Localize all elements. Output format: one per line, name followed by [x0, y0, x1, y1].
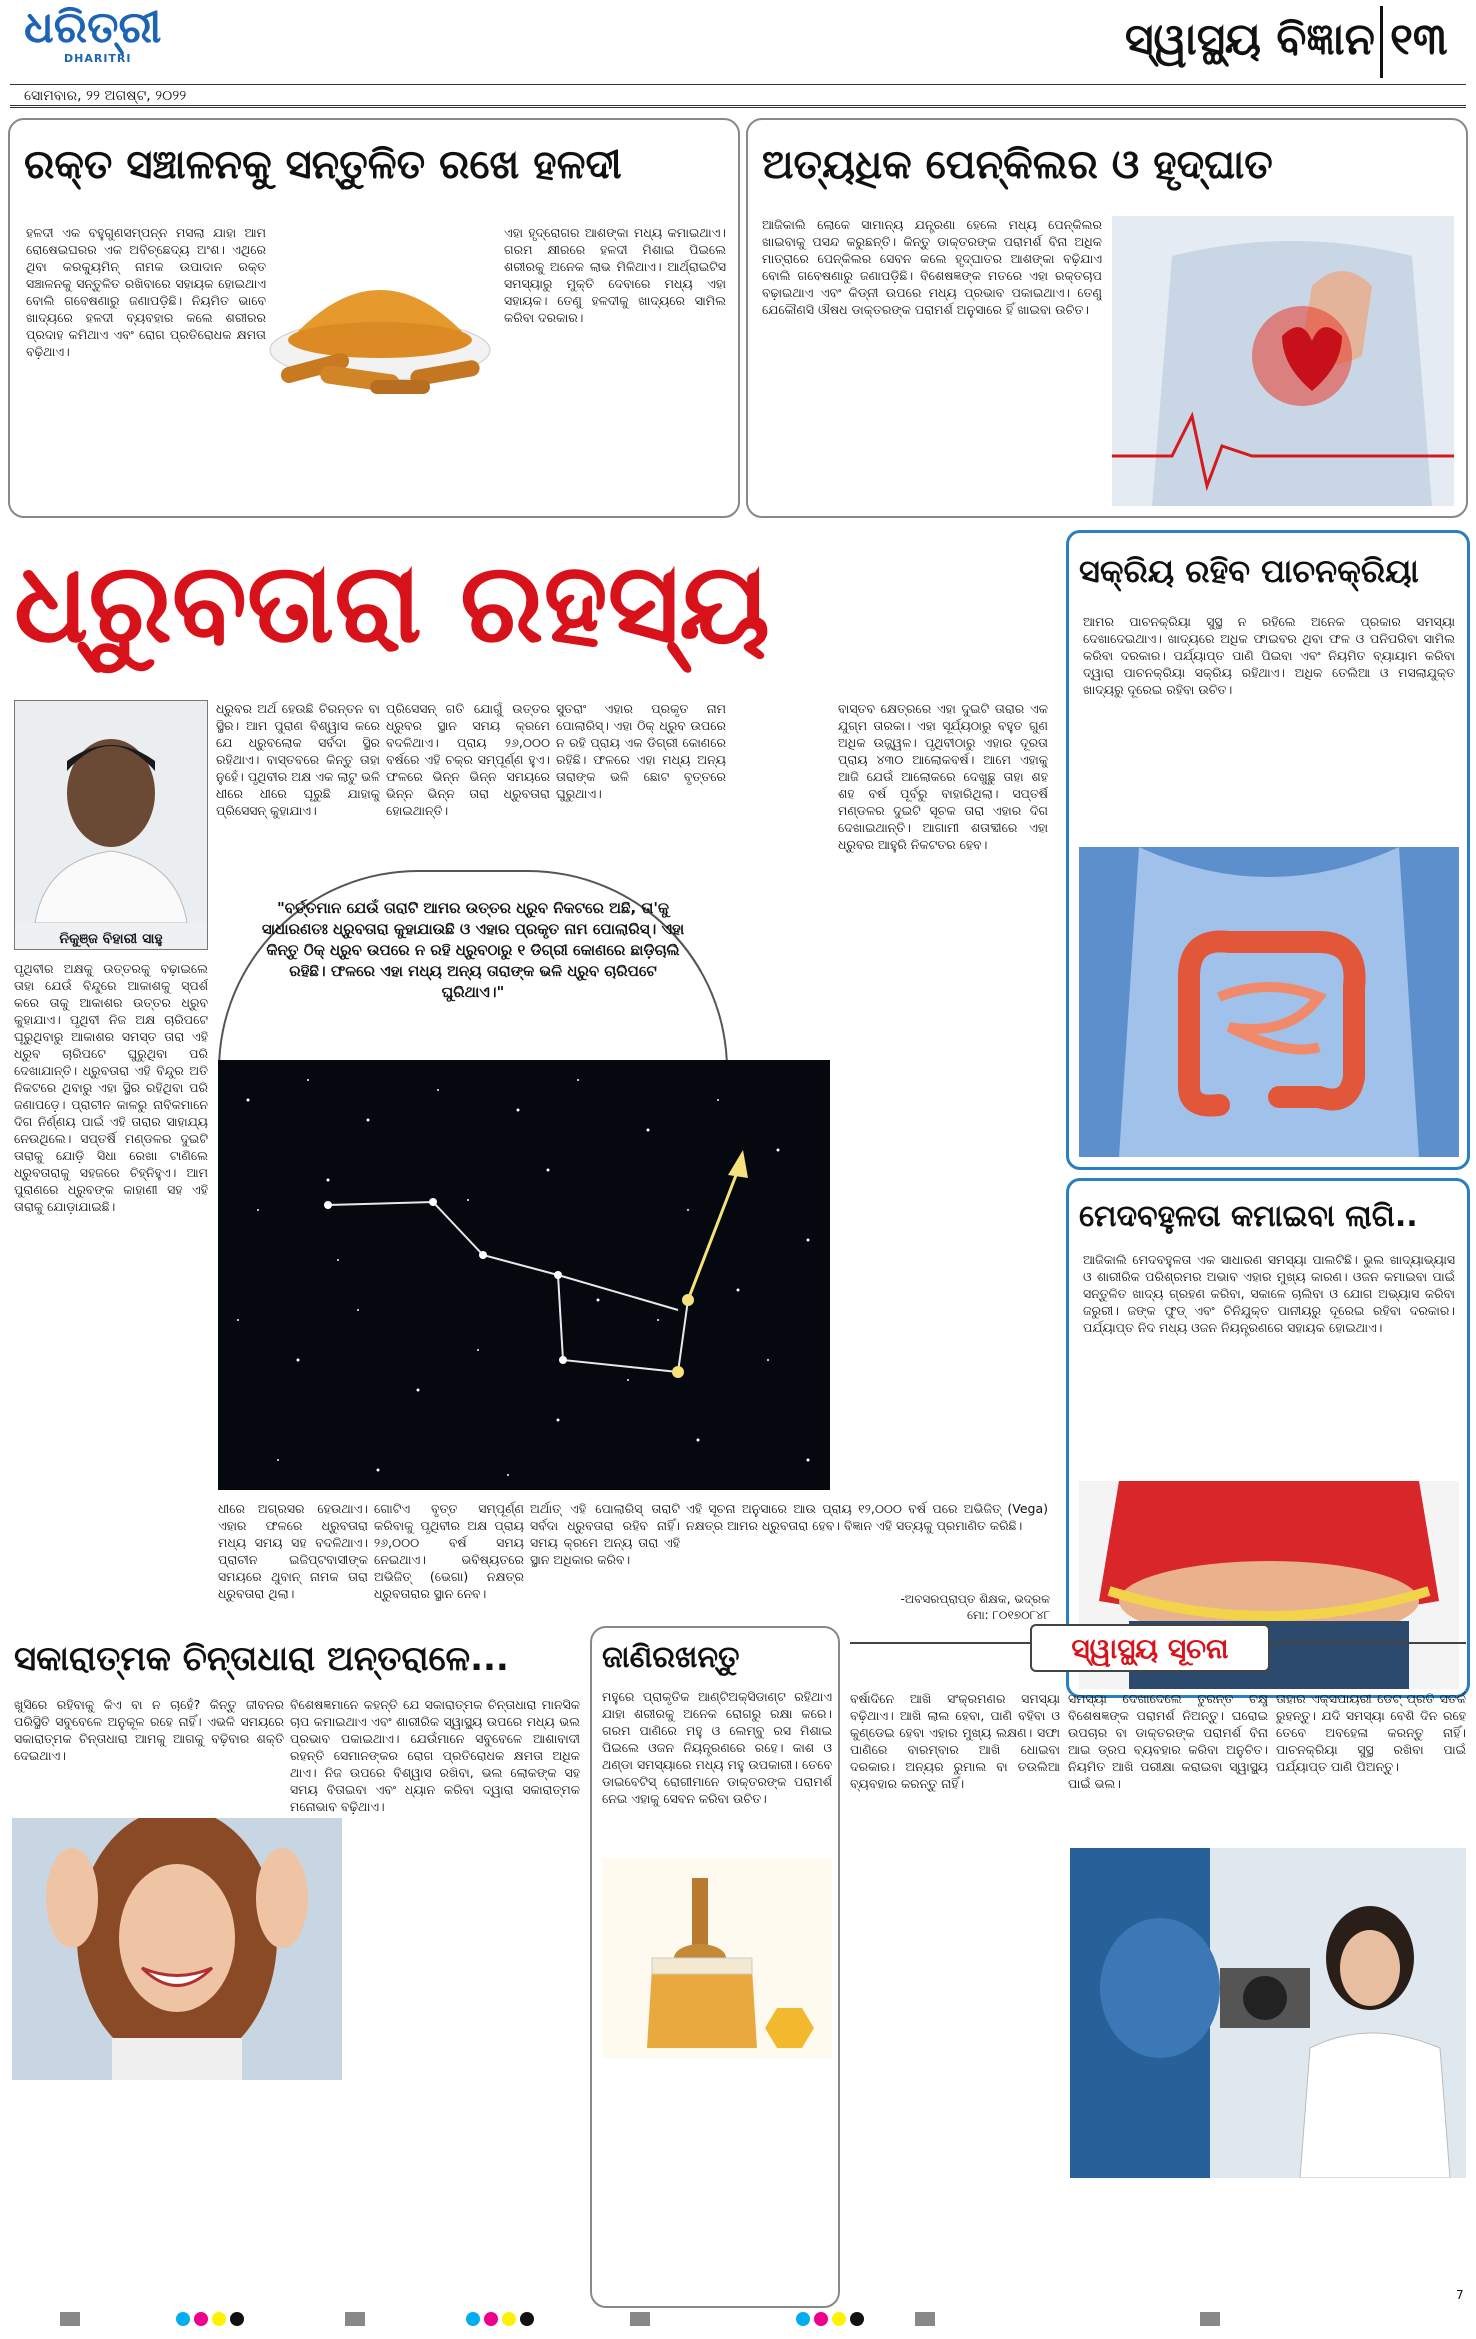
painkiller-headline: ଅତ୍ୟଧିକ ପେନ୍‌କିଲର ଓ ହୃଦ୍‌ଘାତ	[762, 142, 1273, 188]
know-article	[590, 1626, 840, 2308]
obesity-headline: ମେଦବହୁଳତା କମାଇବା ଲାଗି..	[1079, 1199, 1418, 1234]
haldi-article	[8, 118, 740, 518]
intestine-illustration	[1079, 847, 1459, 1157]
heart-attack-image	[1112, 216, 1454, 506]
author-name: ନିକୁଞ୍ଜ ବିହାରୀ ସାହୁ	[59, 931, 163, 947]
author-photo	[14, 700, 208, 950]
obesity-article	[1066, 1178, 1470, 1698]
masthead	[0, 0, 1476, 110]
obesity-text: ଆଜିକାଲି ମେଦବହୁଳତା ଏକ ସାଧାରଣ ସମସ୍ୟା ପାଲଟିଛି। ଭୁଲ ଖାଦ୍ୟାଭ୍ୟାସ ଓ ଶାରୀରିକ ପରିଶ୍ରମର ଅଭାବ ଏହାର ମୁଖ୍ୟ କାରଣ। ଓଜନ କମାଇବା ପାଇଁ ସନ୍ତୁଳିତ ଖାଦ୍ୟ ଗ୍ରହଣ କରିବା, ସକାଳେ ଚାଲିବା ଓ ଯୋଗ ଅଭ୍ୟାସ କରିବା ଜରୁରୀ। ଜଙ୍କ ଫୁଡ୍ ଏବଂ ଚିନିଯୁକ୍ତ ପାନୀୟରୁ ଦୂରେଇ ରହିବା ଦରକାର। ପର୍ଯ୍ୟାପ୍ତ ନିଦ ମଧ୍ୟ ଓଜନ ନିୟନ୍ତ୍ରଣରେ ସହାୟକ ହୋଇଥାଏ।	[1083, 1252, 1455, 1335]
intestine-image	[1079, 847, 1459, 1157]
turmeric-illustration	[260, 220, 500, 405]
page-mark: 7	[1456, 2288, 1464, 2302]
registration-magenta-2	[484, 2312, 498, 2326]
dhruva-bottom-2: ଗୋଟିଏ ବୃତ୍ତ ସମ୍ପୂର୍ଣ୍ଣ କରିବାକୁ ପୃଥିବୀର ଅକ୍ଷ ପ୍ରାୟ ୨୬,୦୦୦ ବର୍ଷ ସମୟ ନେଇଥାଏ। ଭବିଷ୍ୟତରେ ଅଭିଜିତ୍ (ଭେଗା) ନକ୍ଷତ୍ର ଧ୍ରୁବତାରାର ସ୍ଥାନ ନେବ।	[374, 1501, 524, 1601]
registration-cyan-1	[176, 2312, 190, 2326]
tips-headline: ସ୍ୱାସ୍ଥ୍ୟ ସୂଚନା	[1030, 1624, 1270, 1672]
positive-text-mid: ବିଶେଷଜ୍ଞମାନେ କହନ୍ତି ଯେ ସକାରାତ୍ମକ ଚିନ୍ତାଧାରା ମାନସିକ ଚାପ କମାଇଥାଏ ଏବଂ ଶାରୀରିକ ସ୍ୱାସ୍ଥ୍ୟ ଉପରେ ମଧ୍ୟ ଭଲ ପ୍ରଭାବ ପକାଇଥାଏ। ଯେଉଁମାନେ ସବୁବେଳେ ଆଶାବାଦୀ ରହନ୍ତି ସେମାନଙ୍କର ରୋଗ ପ୍ରତିରୋଧକ କ୍ଷମତା ଅଧିକ ଥାଏ। ନିଜ ଉପରେ ବିଶ୍ୱାସ ରଖିବା, ଭଲ ଲୋକଙ୍କ ସହ ସମୟ ବିତାଇବା ଏବଂ ଧ୍ୟାନ କରିବା ଦ୍ୱାରା ସକାରାତ୍ମକ ମନୋଭାବ ବଢ଼ିଥାଏ।	[290, 1697, 580, 1814]
eye-exam-image	[1070, 1848, 1466, 2178]
registration-yellow-3	[832, 2312, 846, 2326]
registration-cyan-3	[796, 2312, 810, 2326]
tips-col-3: ତାହାର ଏକ୍ସପାୟରୀ ଡେଟ୍ ପ୍ରତି ସତର୍କ ରୁହନ୍ତୁ। ଯଦି ସମସ୍ୟା ବେଶି ଦିନ ରହେ ତେବେ ଅବହେଳା କରନ୍ତୁ ନାହିଁ। ପାଚନକ୍ରିୟା ସୁସ୍ଥ ରଖିବା ପାଇଁ ପର୍ଯ୍ୟାପ୍ତ ପାଣି ପିଅନ୍ତୁ।	[1276, 1691, 1466, 1774]
registration-black-3	[850, 2312, 864, 2326]
registration-magenta-1	[194, 2312, 208, 2326]
registration-magenta-3	[814, 2312, 828, 2326]
registration-grey-5	[1200, 2312, 1220, 2326]
honey-image	[602, 1858, 832, 2058]
registration-grey-4	[915, 2312, 935, 2326]
dhruva-bottom-3: ଅର୍ଥାତ୍ ଏହି ପୋଲାରିସ୍ ତାରାଟି ସର୍ବଦା ଧ୍ରୁବତାରା ରହିବ ନାହିଁ। ସମୟ କ୍ରମେ ଅନ୍ୟ ତାରା ଏହି ସ୍ଥାନ ଅଧିକାର କରିବ।	[530, 1501, 680, 1567]
dhruva-col-4: ସୁତରାଂ ଏହାର ପ୍ରକୃତ ନାମ ପୋଲାରିସ୍। ଏହା ଠିକ୍ ଧ୍ରୁବ ଉପରେ ନ ରହି ପ୍ରାୟ ଏକ ଡିଗ୍ରୀ କୋଣରେ ରହିଛି। ଫଳରେ ଏହା ମଧ୍ୟ ଅନ୍ୟ ତାରାଙ୍କ ଭଳି ଛୋଟ ବୃତ୍ତରେ ଘୁରୁଥାଏ।	[556, 701, 726, 801]
dhruva-signoff: -ଅବସରପ୍ରାପ୍ତ ଶିକ୍ଷକ, ଭଦ୍ରକ	[900, 1592, 1050, 1606]
page-number: ୧୩	[1390, 14, 1448, 65]
dhruva-phone: ମୋ: ୮୦୧୭୦୮୪୮	[966, 1608, 1050, 1622]
logo	[24, 4, 224, 68]
logo-subtitle: DHARITRI	[64, 52, 132, 65]
date-text: ସୋମବାର, ୨୨ ଅଗଷ୍ଟ, ୨୦୨୨	[24, 88, 187, 104]
section-divider	[1380, 6, 1383, 78]
tips-col-2: ସମସ୍ୟା ଦେଖାଦେଲେ ତୁରନ୍ତ ଚକ୍ଷୁ ବିଶେଷଜ୍ଞଙ୍କ ପରାମର୍ଶ ନିଅନ୍ତୁ। ଘରୋଇ ଉପଚାର ବା ଡାକ୍ତରଙ୍କ ପରାମର୍ଶ ବିନା ଆଇ ଡ୍ରପ ବ୍ୟବହାର କରିବା ଅନୁଚିତ। ନିୟମିତ ଆଖି ପରୀକ୍ଷା କରାଇବା ସ୍ୱାସ୍ଥ୍ୟ ପାଇଁ ଭଲ।	[1068, 1691, 1268, 1791]
pull-quote	[218, 870, 728, 1070]
digestion-headline: ସକ୍ରିୟ ରହିବ ପାଚନକ୍ରିୟା	[1079, 552, 1419, 590]
eye-exam-illustration	[1070, 1848, 1466, 2178]
positive-headline: ସକାରାତ୍ମକ ଚିନ୍ତାଧାରା ଅନ୍ତରାଳେ...	[14, 1639, 509, 1679]
registration-black-1	[230, 2312, 244, 2326]
registration-yellow-2	[502, 2312, 516, 2326]
registration-grey-1	[60, 2312, 80, 2326]
registration-black-2	[520, 2312, 534, 2326]
digestion-text: ଆମର ପାଚନକ୍ରିୟା ସୁସ୍ଥ ନ ରହିଲେ ଅନେକ ପ୍ରକାର ସମସ୍ୟା ଦେଖାଦେଇଥାଏ। ଖାଦ୍ୟରେ ଅଧିକ ଫାଇବର ଥିବା ଫଳ ଓ ପନିପରିବା ସାମିଲ କରିବା ଦରକାର। ପର୍ଯ୍ୟାପ୍ତ ପାଣି ପିଇବା ଏବଂ ନିୟମିତ ବ୍ୟାୟାମ କରିବା ଦ୍ୱାରା ପାଚନକ୍ରିୟା ସକ୍ରିୟ ରହିଥାଏ। ଅଧିକ ତେଲିଆ ଓ ମସଲାଯୁକ୍ତ ଖାଦ୍ୟରୁ ଦୂରେଇ ରହିବା ଉଚିତ।	[1083, 614, 1455, 697]
positive-article	[8, 1630, 590, 2300]
dhruva-col-5: ବାସ୍ତବ କ୍ଷେତ୍ରରେ ଏହା ଦୁଇଟି ତାରାର ଏକ ଯୁଗ୍ମ ତାରକା। ଏହା ସୂର୍ଯ୍ୟଠାରୁ ବହୁତ ଗୁଣ ଅଧିକ ଉଜ୍ଜ୍ୱଳ। ପୃଥିବୀଠାରୁ ଏହାର ଦୂରତା ପ୍ରାୟ ୪୩୦ ଆଲୋକବର୍ଷ। ଆମେ ଏହାକୁ ଆଜି ଯେଉଁ ଆଲୋକରେ ଦେଖୁଛୁ ତାହା ଶହ ଶହ ବର୍ଷ ପୂର୍ବରୁ ବାହାରିଥିଲା। ସପ୍ତର୍ଷି ମଣ୍ଡଳର ଦୁଇଟି ସୂଚକ ତାରା ଏହାର ଦିଗ ଦେଖାଇଥାନ୍ତି। ଆଗାମୀ ଶତାବ୍ଦୀରେ ଏହା ଧ୍ରୁବର ଆହୁରି ନିକଟତର ହେବ।	[838, 701, 1048, 852]
dhruva-headline: ଧ୍ରୁବତାରା ରହସ୍ୟ	[14, 539, 771, 667]
registration-cyan-2	[466, 2312, 480, 2326]
registration-yellow-1	[212, 2312, 226, 2326]
registration-grey-3	[630, 2312, 650, 2326]
dhruva-bottom-1: ଧୀରେ ଅଗ୍ରସର ହେଉଥାଏ। ଏହାର ଫଳରେ ଧ୍ରୁବତାରା ମଧ୍ୟ ସମୟ ସହ ବଦଳିଥାଏ। ପ୍ରାଚୀନ ଇଜିପ୍ଟବାସୀଙ୍କ ସମୟରେ ଥୁବାନ୍ ନାମକ ତାରା ଧ୍ରୁବତାରା ଥିଲା।	[218, 1501, 368, 1601]
big-dipper-constellation	[218, 1060, 830, 1490]
pull-quote-text: "ବର୍ତ୍ତମାନ ଯେଉଁ ତାରାଟି ଆମର ଉତ୍ତର ଧ୍ରୁବ ନିକଟରେ ଅଛି, ତା'କୁ ସାଧାରଣତଃ ଧ୍ରୁବତାରା କୁହାଯାଉଛି ଓ ଏହାର ପ୍ରକୃତ ନାମ ପୋଲାରିସ୍। ଏହା କିନ୍ତୁ ଠିକ୍ ଧ୍ରୁବ ଉପରେ ନ ରହି ଧ୍ରୁବଠାରୁ ୧ ଡିଗ୍ରୀ କୋଣରେ ଛାଡ଼ିଚାଲି ରହିଛି। ଫଳରେ ଏହା ମଧ୍ୟ ଅନ୍ୟ ତାରାଙ୍କ ଭଳି ଧ୍ରୁବ ଚାରିପଟେ ଘୁରିଥାଏ।"	[261, 899, 685, 1001]
painkiller-article	[746, 118, 1468, 518]
health-tips-article	[850, 1634, 1470, 2304]
digestion-article	[1066, 530, 1470, 1170]
happy-woman-illustration	[12, 1818, 342, 2080]
dhruva-col-2: ଧ୍ରୁବର ଅର୍ଥ ହେଉଛି ଚିରନ୍ତନ ବା ସ୍ଥିର। ଆମ ପୁରାଣ ବିଶ୍ୱାସ କରେ ଯେ ଧ୍ରୁବଲୋକ ସର୍ବଦା ସ୍ଥିର ରହିଥାଏ। ବାସ୍ତବରେ କିନ୍ତୁ ତାହା ନୁହେଁ। ପୃଥିବୀର ଅକ୍ଷ ଏକ ଲାଟୁ ଭଳି ଧୀରେ ଧୀରେ ଘୂରୁଛି ଯାହାକୁ ପ୍ରିସେସନ୍ କୁହାଯାଏ।	[216, 701, 380, 818]
heart-attack-illustration	[1112, 216, 1454, 506]
haldi-text-left: ହଳଦୀ ଏକ ବହୁଗୁଣସମ୍ପନ୍ନ ମସଲା ଯାହା ଆମ ରୋଷେଇଘରର ଏକ ଅବିଚ୍ଛେଦ୍ୟ ଅଂଶ। ଏଥିରେ ଥିବା କରକ୍ୟୁମିନ୍ ନାମକ ଉପାଦାନ ରକ୍ତ ସଞ୍ଚାଳନକୁ ସନ୍ତୁଳିତ ରଖିବାରେ ସହାୟକ ହୋଇଥାଏ ବୋଲି ଗବେଷଣାରୁ ଜଣାପଡ଼ିଛି। ନିୟମିତ ଭାବେ ଖାଦ୍ୟରେ ହଳଦୀ ବ୍ୟବହାର କଲେ ଶରୀରର ପ୍ରଦାହ କମିଥାଏ ଏବଂ ରୋଗ ପ୍ରତିରୋଧକ କ୍ଷମତା ବଢ଼ିଥାଏ।	[26, 225, 266, 359]
star-map	[218, 1060, 830, 1490]
tips-col-1: ବର୍ଷାଦିନେ ଆଖି ସଂକ୍ରମଣର ସମସ୍ୟା ବଢ଼ିଥାଏ। ଆଖି ଲାଲ ହେବା, ପାଣି ବହିବା ଓ କୁଣ୍ଡେଇ ହେବା ଏହାର ମୁଖ୍ୟ ଲକ୍ଷଣ। ସଫା ପାଣିରେ ବାରମ୍ବାର ଆଖି ଧୋଇବା ଦରକାର। ଅନ୍ୟର ରୁମାଲ ବା ତଉଲିଆ ବ୍ୟବହାର କରନ୍ତୁ ନାହିଁ।	[850, 1691, 1060, 1791]
haldi-headline: ରକ୍ତ ସଞ୍ଚାଳନକୁ ସନ୍ତୁଳିତ ରଖେ ହଳଦୀ	[24, 142, 622, 188]
registration-grey-2	[345, 2312, 365, 2326]
woman-image	[12, 1818, 342, 2080]
dhruva-intro-text: ପୃଥିବୀର ଅକ୍ଷକୁ ଉତ୍ତରକୁ ବଢ଼ାଇଲେ ତାହା ଯେଉଁ ବିନ୍ଦୁରେ ଆକାଶକୁ ସ୍ପର୍ଶ କରେ ତାକୁ ଆକାଶର ଉତ୍ତର ଧ୍ରୁବ କୁହାଯାଏ। ପୃଥିବୀ ନିଜ ଅକ୍ଷ ଚାରିପଟେ ଘୂରୁଥିବାରୁ ଆକାଶର ସମସ୍ତ ତାରା ଏହି ଧ୍ରୁବ ଚାରିପଟେ ଘୁରୁଥିବା ପରି ଦେଖାଯାନ୍ତି। ଧ୍ରୁବତାରା ଏହି ବିନ୍ଦୁର ଅତି ନିକଟରେ ଥିବାରୁ ଏହା ସ୍ଥିର ରହିଥିବା ପରି ଜଣାପଡ଼େ। ପ୍ରାଚୀନ କାଳରୁ ନାବିକମାନେ ଦିଗ ନିର୍ଣ୍ଣୟ ପାଇଁ ଏହି ତାରାର ସାହାଯ୍ୟ ନେଉଥିଲେ। ସପ୍ତର୍ଷି ମଣ୍ଡଳର ଦୁଇଟି ତାରାକୁ ଯୋଡ଼ି ସିଧା ରେଖା ଟାଣିଲେ ଧ୍ରୁବତାରାକୁ ସହଜରେ ଚିହ୍ନିହୁଏ। ଆମ ପୁରାଣରେ ଧ୍ରୁବଙ୍କ କାହାଣୀ ସହ ଏହି ତାରାକୁ ଯୋଡ଼ାଯାଇଛି।	[14, 961, 208, 1214]
painkiller-text: ଆଜିକାଲି ଲୋକେ ସାମାନ୍ୟ ଯନ୍ତ୍ରଣା ହେଲେ ମଧ୍ୟ ପେନ୍‌କିଲର ଖାଇବାକୁ ପସନ୍ଦ କରୁଛନ୍ତି। କିନ୍ତୁ ଡାକ୍ତରଙ୍କ ପରାମର୍ଶ ବିନା ଅଧିକ ମାତ୍ରାରେ ପେନ୍‌କିଲର ସେବନ କଲେ ହୃଦ୍‌ଘାତର ଆଶଙ୍କା ବଢ଼ିଯାଏ ବୋଲି ଗବେଷଣାରୁ ଜଣାପଡ଼ିଛି। ବିଶେଷଜ୍ଞଙ୍କ ମତରେ ଏହା ରକ୍ତଚାପ ବଢ଼ାଇଥାଏ ଏବଂ କିଡ୍‌ନୀ ଉପରେ ମଧ୍ୟ ପ୍ରଭାବ ପକାଇଥାଏ। ତେଣୁ ଯେକୌଣସି ଔଷଧ ଡାକ୍ତରଙ୍କ ପରାମର୍ଶ ଅନୁସାରେ ହିଁ ଖାଇବା ଉଚିତ।	[762, 217, 1102, 317]
section-title: ସ୍ୱାସ୍ଥ୍ୟ ବିଜ୍ଞାନ	[1124, 14, 1375, 65]
know-text: ମହୁରେ ପ୍ରାକୃତିକ ଆଣ୍ଟିଅକ୍ସିଡାଣ୍ଟ ରହିଥାଏ ଯାହା ଶରୀରକୁ ଅନେକ ରୋଗରୁ ରକ୍ଷା କରେ। ଗରମ ପାଣିରେ ମହୁ ଓ ଲେମ୍ବୁ ରସ ମିଶାଇ ପିଇଲେ ଓଜନ ନିୟନ୍ତ୍ରଣରେ ରହେ। କାଶ ଓ ଥଣ୍ଡା ସମସ୍ୟାରେ ମଧ୍ୟ ମହୁ ଉପକାରୀ। ତେବେ ଡାଇବେଟିସ୍ ରୋଗୀମାନେ ଡାକ୍ତରଙ୍କ ପରାମର୍ଶ ନେଇ ଏହାକୁ ସେବନ କରିବା ଉଚିତ।	[602, 1689, 832, 1806]
tips-header-bar	[850, 1632, 1466, 1682]
positive-text-left: ଖୁସିରେ ରହିବାକୁ କିଏ ବା ନ ଚାହେଁ? କିନ୍ତୁ ଜୀବନର ପରିସ୍ଥିତି ସବୁବେଳେ ଅନୁକୂଳ ରହେ ନାହିଁ। ଏଭଳି ସମୟରେ ସକାରାତ୍ମକ ଚିନ୍ତାଧାରା ଆମକୁ ଆଗକୁ ବଢ଼ିବାର ଶକ୍ତି ଦେଇଥାଏ।	[14, 1697, 284, 1763]
logo-text: ଧରିତ୍ରୀ	[24, 2, 162, 53]
haldi-text-right: ଏହା ହୃଦ୍‌ରୋଗର ଆଶଙ୍କା ମଧ୍ୟ କମାଇଥାଏ। ଗରମ କ୍ଷୀରରେ ହଳଦୀ ମିଶାଇ ପିଇଲେ ଶରୀରକୁ ଅନେକ ଲାଭ ମିଳିଥାଏ। ଆର୍ଥ୍ରାଇଟିସ ସମସ୍ୟାରୁ ମୁକ୍ତି ଦେବାରେ ମଧ୍ୟ ଏହା ସହାୟକ। ତେଣୁ ହଳଦୀକୁ ଖାଦ୍ୟରେ ସାମିଲ କରିବା ଦରକାର।	[504, 225, 726, 325]
author-portrait	[15, 701, 207, 923]
dhruva-col-3: ପ୍ରିସେସନ୍ ଗତି ଯୋଗୁଁ ଉତ୍ତର ଧ୍ରୁବର ସ୍ଥାନ ସମୟ କ୍ରମେ ବଦଳିଥାଏ। ପ୍ରାୟ ୨୬,୦୦୦ ବର୍ଷରେ ଏହି ଚକ୍ର ସମ୍ପୂର୍ଣ୍ଣ ହୁଏ। ଫଳରେ ଭିନ୍ନ ଭିନ୍ନ ସମୟରେ ଭିନ୍ନ ଭିନ୍ନ ତାରା ଧ୍ରୁବତାରା ହୋଇଥାନ୍ତି।	[386, 701, 550, 818]
date-bar	[10, 84, 1466, 108]
dhruva-bottom-4: ଏହି ସୂଚନା ଅନୁସାରେ ଆଉ ପ୍ରାୟ ୧୨,୦୦୦ ବର୍ଷ ପରେ ଅଭିଜିତ୍ (Vega) ନକ୍ଷତ୍ର ଆମର ଧ୍ରୁବତାରା ହେବ। ବିଜ୍ଞାନ ଏହି ସତ୍ୟକୁ ପ୍ରମାଣିତ କରିଛି।	[686, 1501, 1048, 1533]
know-headline: ଜାଣିରଖନ୍ତୁ	[602, 1640, 740, 1675]
honey-jar-illustration	[602, 1858, 832, 2058]
turmeric-image	[260, 220, 500, 405]
